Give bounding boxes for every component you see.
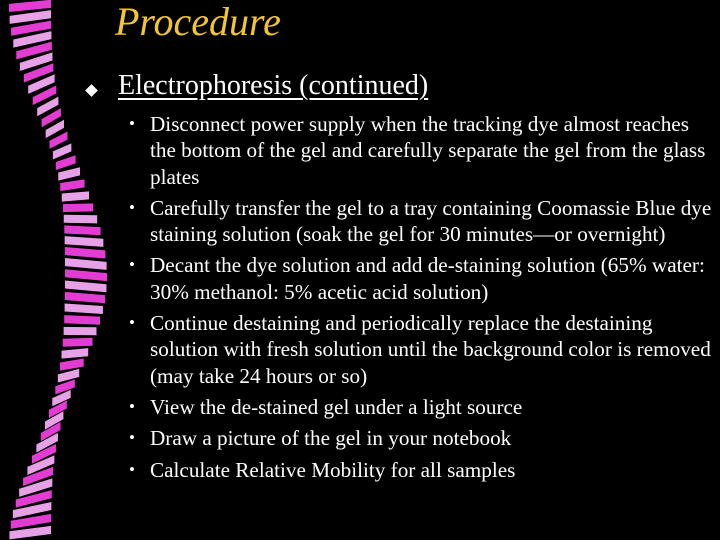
bullet-dot-icon: • bbox=[129, 428, 135, 448]
list-item-text: Carefully transfer the gel to a tray containing Coomassie Blue dye staining solution (soak the gel for 30 minutes—or overnight) bbox=[150, 195, 712, 247]
ribbon-segment bbox=[63, 203, 93, 212]
ribbon-segment bbox=[65, 258, 107, 270]
ribbon-segment bbox=[65, 292, 105, 303]
list-item bbox=[128, 111, 712, 190]
bullet-dot-icon: • bbox=[129, 313, 135, 333]
bullet-dot-icon: • bbox=[129, 396, 135, 416]
list-item-text: Draw a picture of the gel in your notebook bbox=[150, 426, 512, 451]
bullet-dot-icon: • bbox=[129, 197, 135, 217]
bullet-dot-icon: • bbox=[129, 459, 135, 479]
sub-point-list bbox=[128, 111, 712, 488]
list-item-text: Decant the dye solution and add de-staining solution (65% water: 30% methanol: 5% acetic acid solution) bbox=[150, 253, 705, 304]
ribbon-segment bbox=[56, 155, 76, 170]
ribbon-segment bbox=[64, 315, 100, 325]
ribbon-segment bbox=[60, 179, 84, 191]
list-item-text: View the de-stained gel under a light source bbox=[150, 394, 523, 419]
decorative-ribbon bbox=[0, 0, 110, 540]
ribbon-segment bbox=[62, 348, 89, 359]
bullet-dot-icon: • bbox=[129, 114, 135, 133]
ribbon-segment bbox=[65, 280, 107, 292]
list-item bbox=[128, 252, 712, 305]
slide-title: Procedure bbox=[115, 0, 281, 44]
list-item bbox=[128, 425, 712, 451]
bullet-dot-icon: • bbox=[129, 255, 135, 275]
ribbon-segment bbox=[53, 143, 72, 159]
list-item bbox=[128, 457, 712, 483]
ribbon-segment bbox=[60, 359, 84, 371]
list-item bbox=[128, 310, 712, 389]
ribbon-segment bbox=[9, 0, 51, 12]
list-item-text: Disconnect power supply when the tracking dye almost reaches the bottom of the gel and carefully separate the gel from the glass plates bbox=[150, 112, 706, 189]
list-item-text: Continue destaining and periodically replace the destaining solution with fresh solution until the background color is removed (may take 24 hours or so) bbox=[150, 311, 711, 388]
ribbon-segment bbox=[65, 303, 103, 314]
ribbon-segment bbox=[63, 338, 93, 347]
ribbon-segment bbox=[65, 236, 104, 247]
ribbon-segment bbox=[58, 167, 80, 180]
main-point-text: Electrophoresis (continued) bbox=[118, 70, 429, 101]
ribbon-segment bbox=[64, 225, 100, 235]
list-item bbox=[128, 195, 712, 248]
ribbon-segment bbox=[64, 215, 97, 224]
ribbon-segment bbox=[58, 369, 79, 383]
ribbon-segment bbox=[62, 191, 89, 201]
list-item bbox=[128, 394, 712, 420]
ribbon-segment bbox=[65, 269, 107, 281]
ribbon-segment bbox=[64, 327, 97, 335]
ribbon-segment bbox=[65, 247, 106, 258]
list-item-text: Calculate Relative Mobility for all samples bbox=[150, 457, 516, 482]
